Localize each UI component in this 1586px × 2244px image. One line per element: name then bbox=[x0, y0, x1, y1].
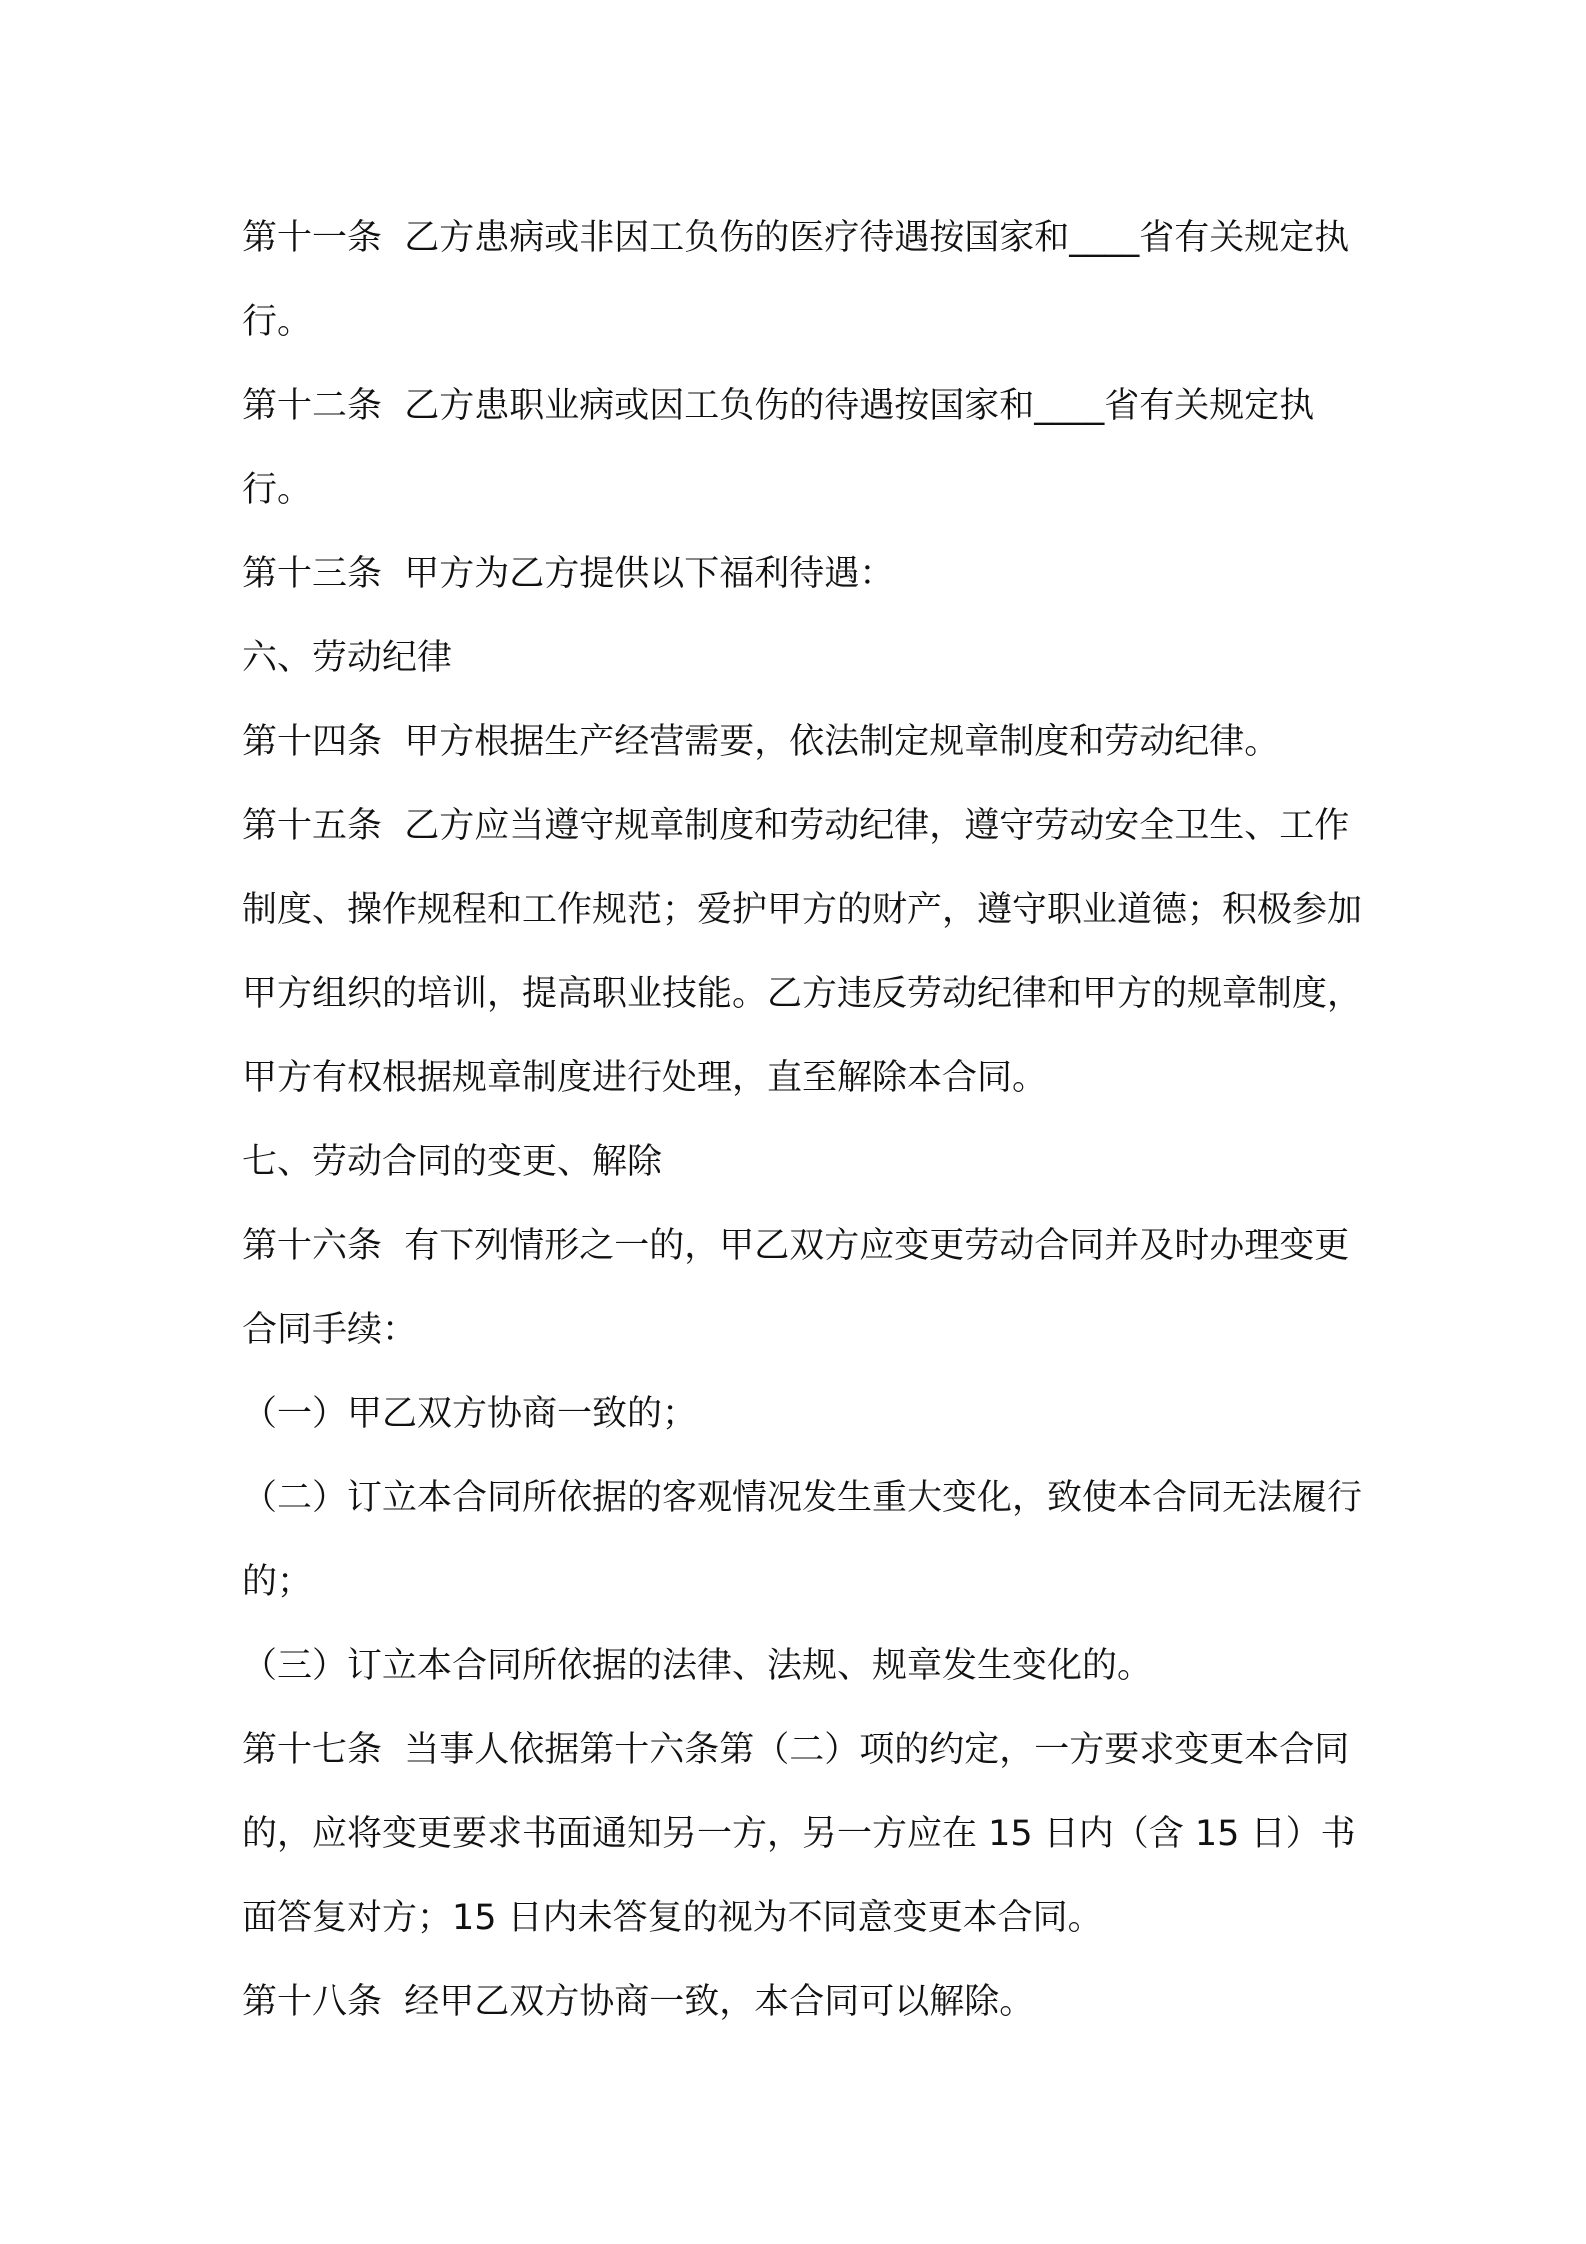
article-16-item-1: （一）甲乙双方协商一致的； bbox=[242, 1394, 698, 1434]
article-11: 第十一条 乙方患病或非因工负伤的医疗待遇按国家和____省有关规定执行。 bbox=[242, 218, 1350, 342]
section-heading-contract-change: 七、劳动合同的变更、解除 bbox=[242, 1142, 663, 1182]
article-13: 第十三条 甲方为乙方提供以下福利待遇： bbox=[242, 554, 895, 594]
article-14: 第十四条 甲方根据生产经营需要，依法制定规章制度和劳动纪律。 bbox=[242, 722, 1280, 762]
article-15: 第十五条 乙方应当遵守规章制度和劳动纪律，遵守劳动安全卫生、工作制度、操作规程和工作规范；爱护甲方的财产，遵守职业道德；积极参加甲方组织的培训，提高职业技能。乙方违反劳动纪律和甲方的规章制度，甲方有权根据规章制度进行处理，直至解除本合同。 bbox=[242, 806, 1363, 1098]
article-16-item-3: （三）订立本合同所依据的法律、法规、规章发生变化的。 bbox=[242, 1646, 1153, 1686]
article-16: 第十六条 有下列情形之一的，甲乙双方应变更劳动合同并及时办理变更合同手续： bbox=[242, 1226, 1350, 1350]
article-18: 第十八条 经甲乙双方协商一致，本合同可以解除。 bbox=[242, 1982, 1035, 2022]
article-12: 第十二条 乙方患职业病或因工负伤的待遇按国家和____省有关规定执行。 bbox=[242, 386, 1315, 510]
section-heading-labor-discipline: 六、劳动纪律 bbox=[242, 638, 453, 678]
document-body bbox=[242, 196, 1362, 2044]
article-16-item-2: （二）订立本合同所依据的客观情况发生重大变化，致使本合同无法履行的； bbox=[242, 1478, 1363, 1602]
article-17: 第十七条 当事人依据第十六条第（二）项的约定，一方要求变更本合同的，应将变更要求书面通知另一方，另一方应在 15 日内（含 15 日）书面答复对方；15 日内未答复的视为不同意变更本合同。 bbox=[242, 1730, 1356, 1938]
